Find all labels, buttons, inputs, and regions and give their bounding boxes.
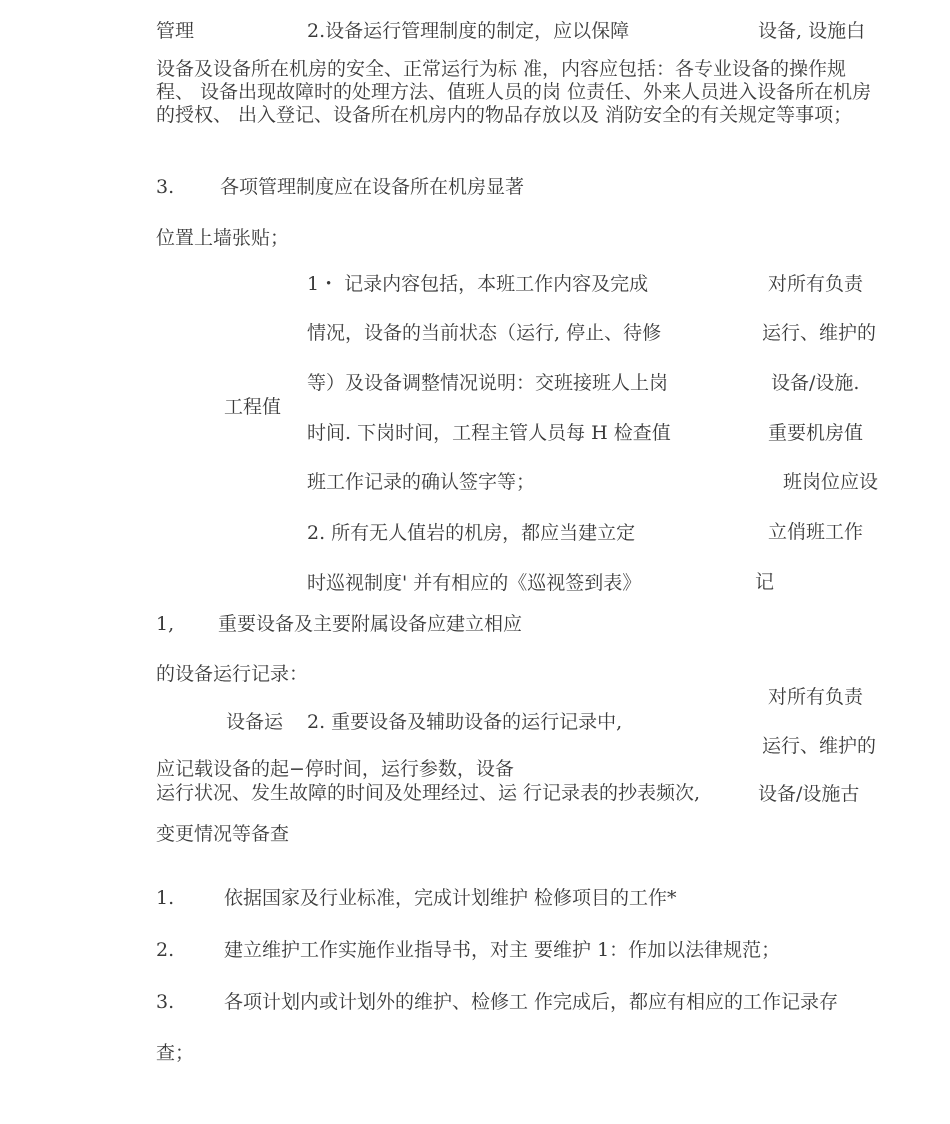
side-note: 设备/设施. [771, 372, 860, 394]
text-line: 等）及设备调整情况说明：交班接班人上岗 [307, 372, 669, 394]
text-line: 的设备运行记录： [156, 663, 309, 685]
text-line: 查； [156, 1042, 195, 1064]
side-note: 对所有负责 [768, 686, 864, 708]
row-label-engineering-duty: 工程值 [224, 396, 282, 418]
row-label-management: 管理 [156, 20, 195, 42]
text-line: 时间. 下岗时间，工程主管人员每 H 检查值 [307, 422, 671, 444]
side-note: 运行、维护的 [762, 735, 877, 757]
row-label-equipment-operation: 设备运 [226, 711, 284, 733]
text-line: 应记载设备的起−停时间，运行参数，设备 [156, 758, 514, 780]
text-line: 变更情况等备查 [156, 823, 290, 845]
text-line: 班工作记录的确认签字等； [307, 471, 536, 493]
text-line: 2.设备运行管理制度的制定，应以保障 [307, 20, 630, 42]
side-note: 设备, 设施白 [758, 20, 866, 42]
text-line: 运行状况、发生故障的时间及处理经过、运 行记录表的抄表频次, [156, 782, 701, 804]
text-line: 2. 重要设备及辅助设备的运行记录中, [307, 711, 623, 733]
text-line: 时巡视制度' 并有相应的《巡视签到表》 [307, 572, 642, 594]
paragraph: 设备及设备所在机房的安全、正常运行为标 准，内容应包括：各专业设备的操作规程、 设备出现故障时的处理方法、值班人员的岗 位责任、外来人员进入设备所在机房的授权、 出入登记、设备所在机房内的物品存放以及 消防安全的有关规定等事项； [156, 58, 872, 126]
text-line: 情况，设备的当前状态（运行, 停止、待修 [307, 322, 662, 344]
list-number: 1. [156, 887, 175, 909]
side-note: 设备/设施古 [758, 783, 860, 805]
side-note: 班岗位应设 [783, 471, 879, 493]
list-text: 依据国家及行业标准，完成计划维护 检修项目的工作* [224, 887, 677, 909]
text-line: 1・ 记录内容包括，本班工作内容及完成 [307, 273, 649, 295]
list-text: 各项管理制度应在设备所在机房显著 [220, 176, 525, 198]
side-note: 记 [755, 571, 775, 593]
list-text: 各项计划内或计划外的维护、检修工 作完成后，都应有相应的工作记录存 [224, 991, 839, 1013]
list-text: 建立维护工作实施作业指导书，对主 要维护 1：作加以法律规范； [224, 939, 781, 961]
text-line: 位置上墙张贴； [156, 227, 290, 249]
side-note: 运行、维护的 [762, 322, 877, 344]
list-number: 1, [156, 613, 175, 635]
list-text: 重要设备及主要附属设备应建立相应 [218, 613, 523, 635]
side-note: 对所有负责 [768, 273, 864, 295]
text-line: 2. 所有无人值岩的机房，都应当建立定 [307, 522, 636, 544]
side-note: 立俏班工作 [768, 521, 864, 543]
list-number: 2. [156, 939, 175, 961]
list-number: 3. [156, 991, 175, 1013]
side-note: 重要机房值 [768, 422, 864, 444]
list-number: 3. [156, 176, 175, 198]
